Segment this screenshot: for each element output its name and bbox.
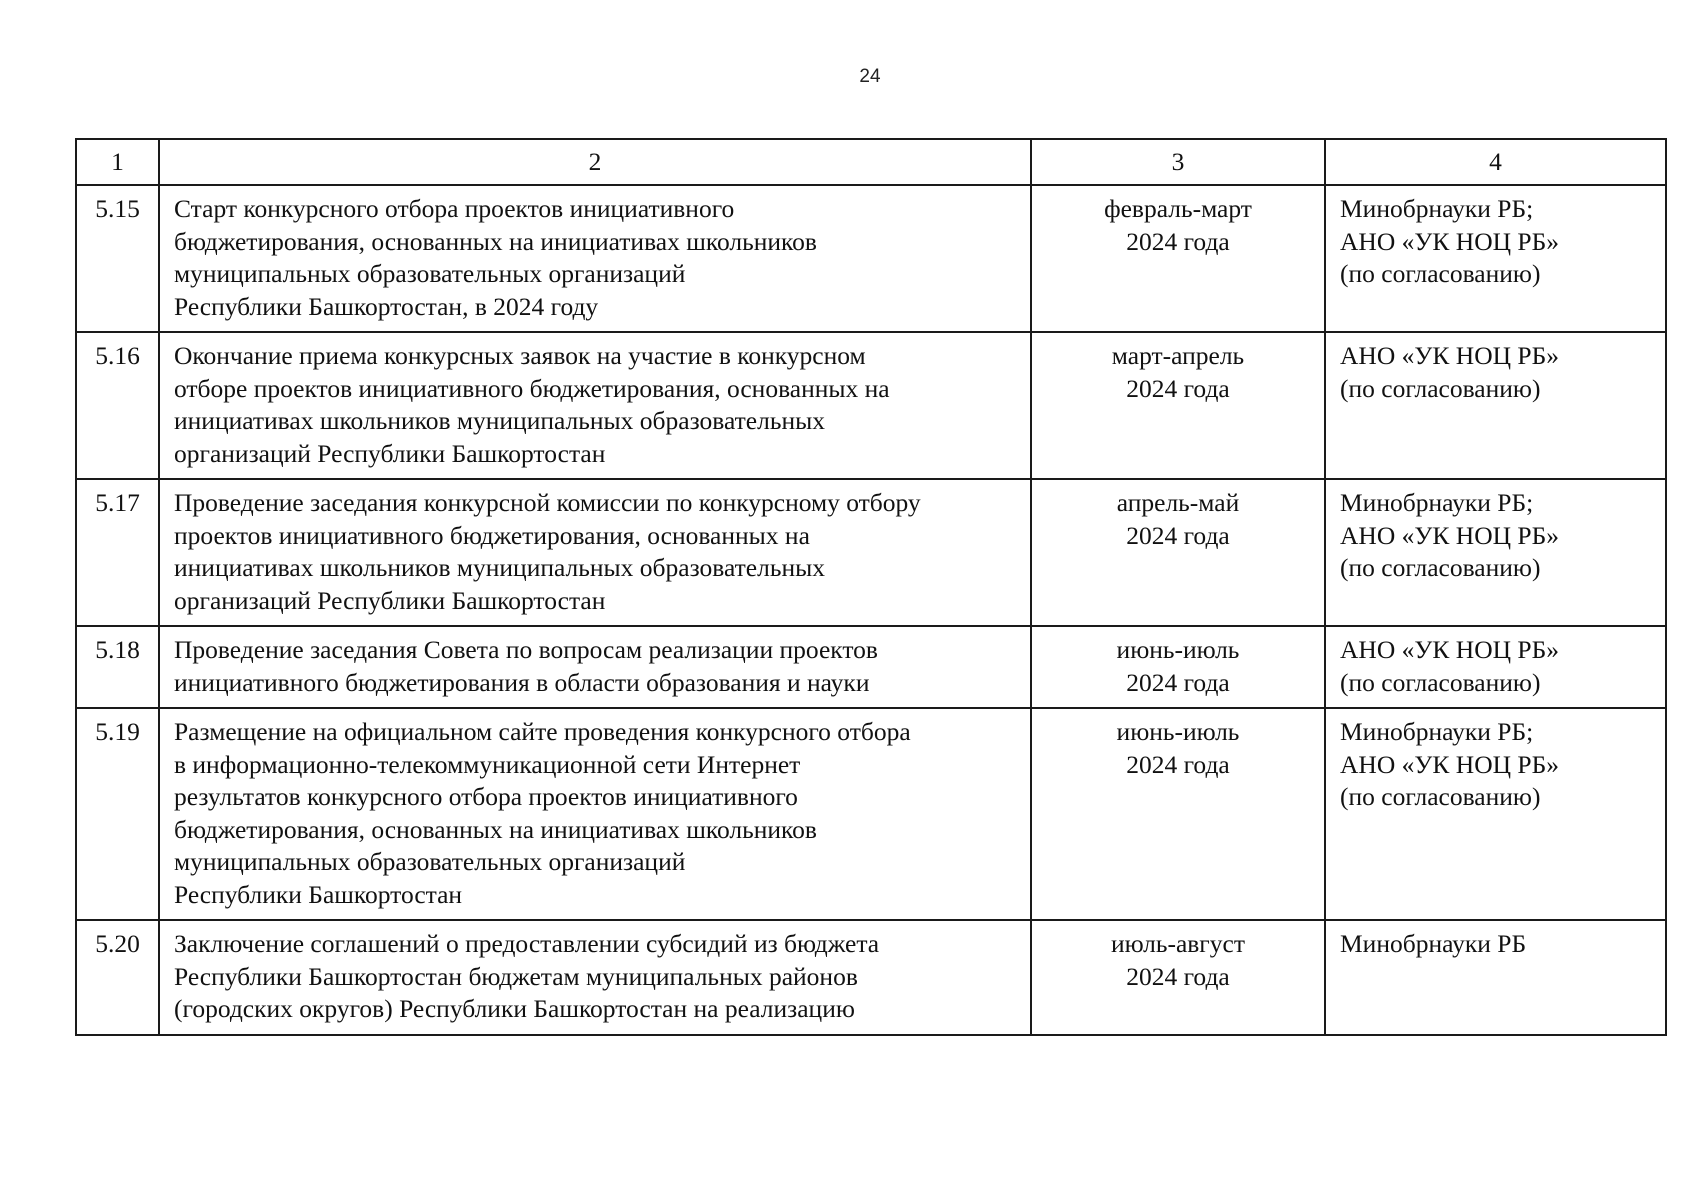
item-description <box>159 708 1031 920</box>
item-responsible <box>1325 920 1666 1035</box>
item-period-line: июль-август <box>1111 929 1245 958</box>
item-description-line: Заключение соглашений о предоставлении субсидий из бюджета <box>174 929 880 958</box>
table-header-row <box>76 139 1666 185</box>
column-header-number: 1 <box>76 139 159 185</box>
item-description-line: инициативного бюджетирования в области образования и науки <box>174 667 870 697</box>
item-description-line: бюджетирования, основанных на инициативах школьников <box>174 226 817 256</box>
item-responsible-line: Минобрнауки РБ; <box>1340 194 1534 223</box>
page-number: 24 <box>859 66 881 87</box>
item-period-line: февраль-март <box>1104 194 1252 223</box>
item-responsible-line: АНО «УК НОЦ РБ» <box>1340 341 1560 370</box>
item-period-line: июнь-июль <box>1116 635 1240 664</box>
item-responsible <box>1325 332 1666 479</box>
item-description-line: Старт конкурсного отбора проектов инициативного <box>174 194 735 223</box>
item-period <box>1031 920 1325 1035</box>
table-row <box>76 332 1666 479</box>
item-period <box>1031 479 1325 626</box>
item-period <box>1031 708 1325 920</box>
item-responsible <box>1325 708 1666 920</box>
item-description-line: отборе проектов инициативного бюджетирования, основанных на <box>174 373 890 403</box>
column-header-description: 2 <box>159 139 1031 185</box>
item-responsible-line: АНО «УК НОЦ РБ» <box>1340 635 1560 664</box>
item-period-line: 2024 года <box>1126 520 1230 550</box>
item-description <box>159 332 1031 479</box>
table-row <box>76 479 1666 626</box>
item-description-line: инициативах школьников муниципальных образовательных <box>174 406 825 435</box>
item-responsible-line: Минобрнауки РБ <box>1340 929 1527 958</box>
item-number: 5.15 <box>76 185 159 332</box>
item-description-line: в информационно-телекоммуникационной сети Интернет <box>174 749 801 779</box>
activity-plan-table <box>75 138 1667 1036</box>
item-description-line: (городских округов) Республики Башкортостан на реализацию <box>174 994 855 1023</box>
item-responsible-line: АНО «УК НОЦ РБ» <box>1340 520 1560 550</box>
item-period-line: 2024 года <box>1126 226 1230 256</box>
item-description-line: Проведение заседания Совета по вопросам реализации проектов <box>174 635 878 664</box>
item-responsible-line: (по согласованию) <box>1340 553 1541 582</box>
item-description-line: Окончание приема конкурсных заявок на участие в конкурсном <box>174 341 866 370</box>
item-description-line: Республики Башкортостан бюджетам муниципальных районов <box>174 961 858 991</box>
item-responsible-line: Минобрнауки РБ; <box>1340 488 1534 517</box>
table-row <box>76 920 1666 1035</box>
item-period-line: 2024 года <box>1126 667 1230 697</box>
item-description-line: Республики Башкортостан, в 2024 году <box>174 291 599 321</box>
item-responsible-line: Минобрнауки РБ; <box>1340 717 1534 746</box>
item-period-line: 2024 года <box>1126 749 1230 779</box>
item-description-line: инициативах школьников муниципальных образовательных <box>174 553 825 582</box>
item-description-line: муниципальных образовательных организаций <box>174 847 686 876</box>
item-responsible <box>1325 626 1666 708</box>
item-description <box>159 185 1031 332</box>
item-period-line: 2024 года <box>1126 373 1230 403</box>
table-row <box>76 708 1666 920</box>
table-row <box>76 185 1666 332</box>
item-responsible <box>1325 185 1666 332</box>
item-period-line: июнь-июль <box>1116 717 1240 746</box>
item-number: 5.17 <box>76 479 159 626</box>
item-responsible-line: АНО «УК НОЦ РБ» <box>1340 749 1560 779</box>
item-period <box>1031 332 1325 479</box>
item-number: 5.19 <box>76 708 159 920</box>
item-description-line: организаций Республики Башкортостан <box>174 438 606 468</box>
column-header-period: 3 <box>1031 139 1325 185</box>
item-period <box>1031 185 1325 332</box>
item-description-line: Проведение заседания конкурсной комиссии по конкурсному отбору <box>174 488 921 517</box>
item-responsible <box>1325 479 1666 626</box>
item-number: 5.20 <box>76 920 159 1035</box>
item-responsible-line: (по согласованию) <box>1340 259 1541 288</box>
item-description-line: Республики Башкортостан <box>174 879 463 909</box>
item-period-line: апрель-май <box>1116 488 1240 517</box>
item-description-line: муниципальных образовательных организаций <box>174 259 686 288</box>
item-responsible-line: АНО «УК НОЦ РБ» <box>1340 226 1560 256</box>
item-description-line: Размещение на официальном сайте проведения конкурсного отбора <box>174 717 911 746</box>
item-description-line: проектов инициативного бюджетирования, основанных на <box>174 520 810 550</box>
item-period-line: март-апрель <box>1111 341 1245 370</box>
item-responsible-line: (по согласованию) <box>1340 373 1541 403</box>
item-description <box>159 479 1031 626</box>
item-responsible-line: (по согласованию) <box>1340 667 1541 697</box>
item-number: 5.16 <box>76 332 159 479</box>
item-responsible-line: (по согласованию) <box>1340 782 1541 811</box>
item-description-line: организаций Республики Башкортостан <box>174 585 606 615</box>
item-period-line: 2024 года <box>1126 961 1230 991</box>
item-period <box>1031 626 1325 708</box>
item-description-line: бюджетирования, основанных на инициативах школьников <box>174 814 817 844</box>
item-description <box>159 626 1031 708</box>
item-description <box>159 920 1031 1035</box>
table-row <box>76 626 1666 708</box>
item-description-line: результатов конкурсного отбора проектов инициативного <box>174 782 798 811</box>
column-header-responsible: 4 <box>1325 139 1666 185</box>
item-number: 5.18 <box>76 626 159 708</box>
